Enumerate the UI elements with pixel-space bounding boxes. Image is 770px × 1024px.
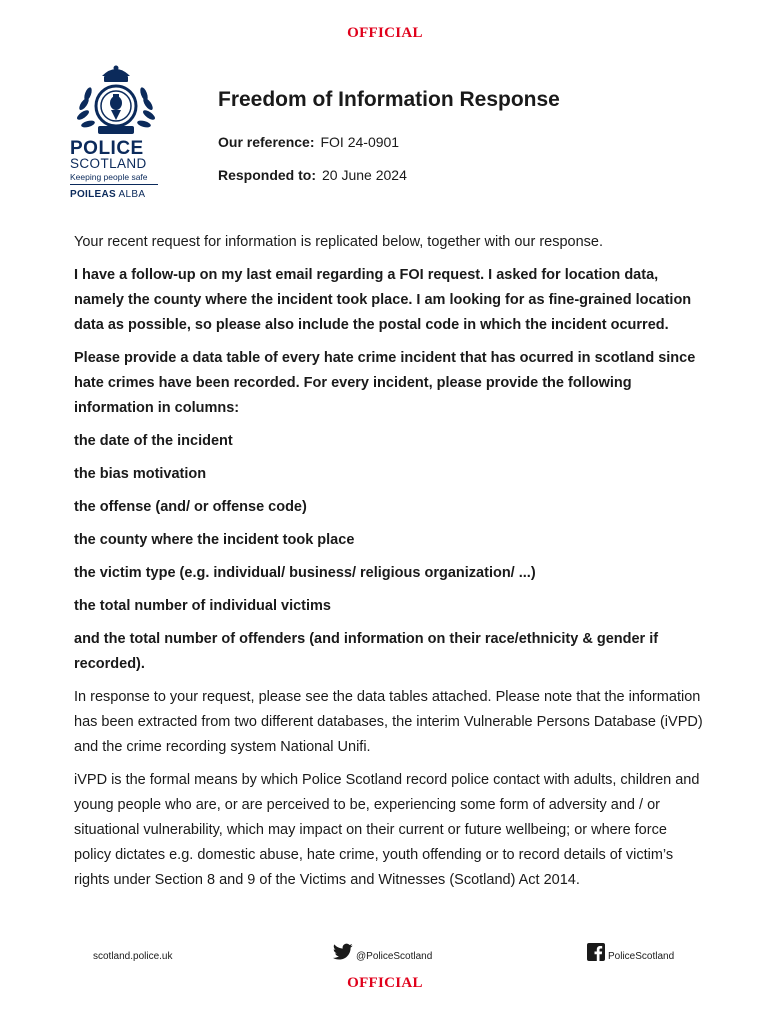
requested-column-item: the bias motivation	[74, 466, 207, 482]
request-paragraph-1: I have a follow-up on my last email regarding a FOI request. I asked for location data, namely the county where the incident took place. I am looking for as fine-grained location data as possible, so please also include the postal code in which the incident ocurred.	[74, 267, 692, 333]
intro-paragraph: Your recent request for information is replicated below, together with our response.	[74, 234, 604, 250]
logo-gaelic-light: ALBA	[116, 189, 146, 200]
police-scotland-logo	[66, 64, 166, 204]
footer-twitter-link[interactable]: @PoliceScotland	[356, 951, 433, 962]
logo-gaelic-text	[70, 189, 170, 200]
requested-column-item: the victim type (e.g. individual/ business/ religious organization/ ...)	[74, 565, 536, 581]
reference-label: Our reference:	[218, 134, 315, 150]
logo-scotland-text: SCOTLAND	[70, 156, 147, 171]
logo-police-text: POLICE	[70, 138, 144, 159]
twitter-bird-icon	[333, 943, 353, 964]
requested-column-item: the total number of individual victims	[74, 598, 331, 614]
responded-label: Responded to:	[218, 167, 316, 183]
classification-marking-bottom: OFFICIAL	[347, 975, 423, 991]
document-title: Freedom of Information Response	[218, 88, 560, 111]
response-paragraph-2: iVPD is the formal means by which Police Scotland record police contact with adults, children and young people who are, or are perceived to be, experiencing some form of adversity and / or situational vulnerability, which may impact on their current or future wellbeing; or where force policy dictates e.g. domestic abuse, hate crime, youth offending or to record details of victim’s rights under Section 8 and 9 of the Victims and Witnesses (Scotland) Act 2014.	[74, 772, 700, 888]
response-paragraph-1: In response to your request, please see the data tables attached. Please note that the information has been extracted from two different databases, the interim Vulnerable Persons Database (iVPD) and the crime recording system National Unifi.	[74, 689, 703, 755]
classification-marking-top: OFFICIAL	[347, 25, 423, 41]
crest-icon	[66, 64, 166, 136]
document-body	[74, 230, 704, 901]
page-footer	[0, 943, 770, 967]
responded-line	[218, 167, 407, 183]
reference-line	[218, 134, 399, 150]
logo-gaelic-bold: POILEAS	[70, 189, 116, 200]
request-paragraph-2: Please provide a data table of every hate crime incident that has ocurred in scotland since hate crimes have been recorded. For every incident, please provide the following information in columns:	[74, 350, 696, 416]
responded-value: 20 June 2024	[322, 167, 407, 183]
reference-value: FOI 24-0901	[320, 134, 400, 150]
requested-column-item: the offense (and/ or offense code)	[74, 499, 307, 515]
footer-facebook-link[interactable]: PoliceScotland	[608, 951, 675, 962]
logo-tagline: Keeping people safe	[70, 172, 148, 182]
footer-website-link[interactable]: scotland.police.uk	[93, 951, 173, 962]
facebook-f-icon	[587, 943, 605, 964]
requested-column-item: and the total number of offenders (and information on their race/ethnicity & gender if recorded).	[74, 631, 659, 672]
logo-divider	[70, 184, 158, 185]
requested-column-item: the date of the incident	[74, 433, 233, 449]
requested-column-item: the county where the incident took place	[74, 532, 355, 548]
